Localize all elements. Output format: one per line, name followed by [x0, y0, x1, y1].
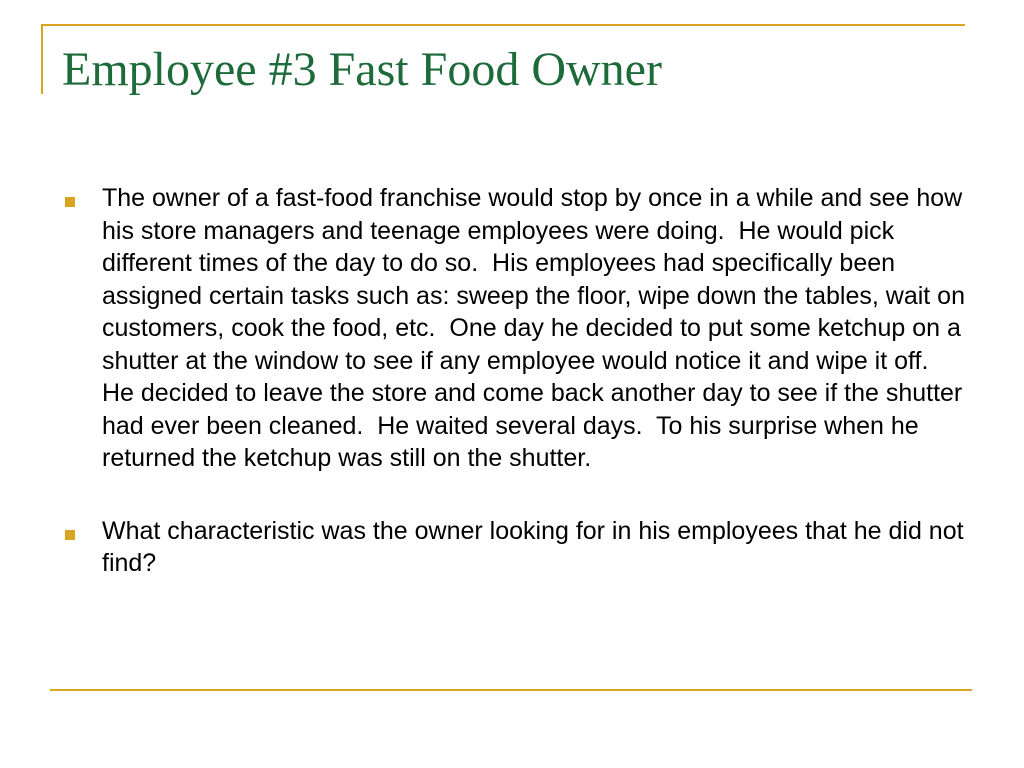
bullet-item-story: [62, 182, 972, 475]
bullet-item-question: [62, 515, 971, 580]
bullet-text-question: What characteristic was the owner looking for in his employees that he did not find?: [102, 516, 971, 577]
bullet-text-story: The owner of a fast-food franchise would stop by once in a while and see how his store managers and teenage employees were doing. He would pick different times of the day to do so. His employees had specifically been assigned certain tasks such as: sweep the floor, wipe down the tables, wait on customers, cook the food, etc. One day he decided to put some ketchup on a shutter at the window to see if any employee would notice it and wipe it off. He decided to leave the store and come back another day to see if the shutter had ever been cleaned. He waited several days. To his surprise when he returned the ketchup was still on the shutter.: [102, 184, 972, 472]
square-bullet-icon: [65, 530, 75, 540]
top-border-line: [41, 24, 965, 26]
bottom-border-line: [50, 689, 972, 691]
square-bullet-icon: [65, 197, 75, 207]
bullet-list: [62, 182, 972, 620]
slide-title: Employee #3 Fast Food Owner: [62, 43, 662, 96]
left-border-line: [41, 24, 43, 94]
